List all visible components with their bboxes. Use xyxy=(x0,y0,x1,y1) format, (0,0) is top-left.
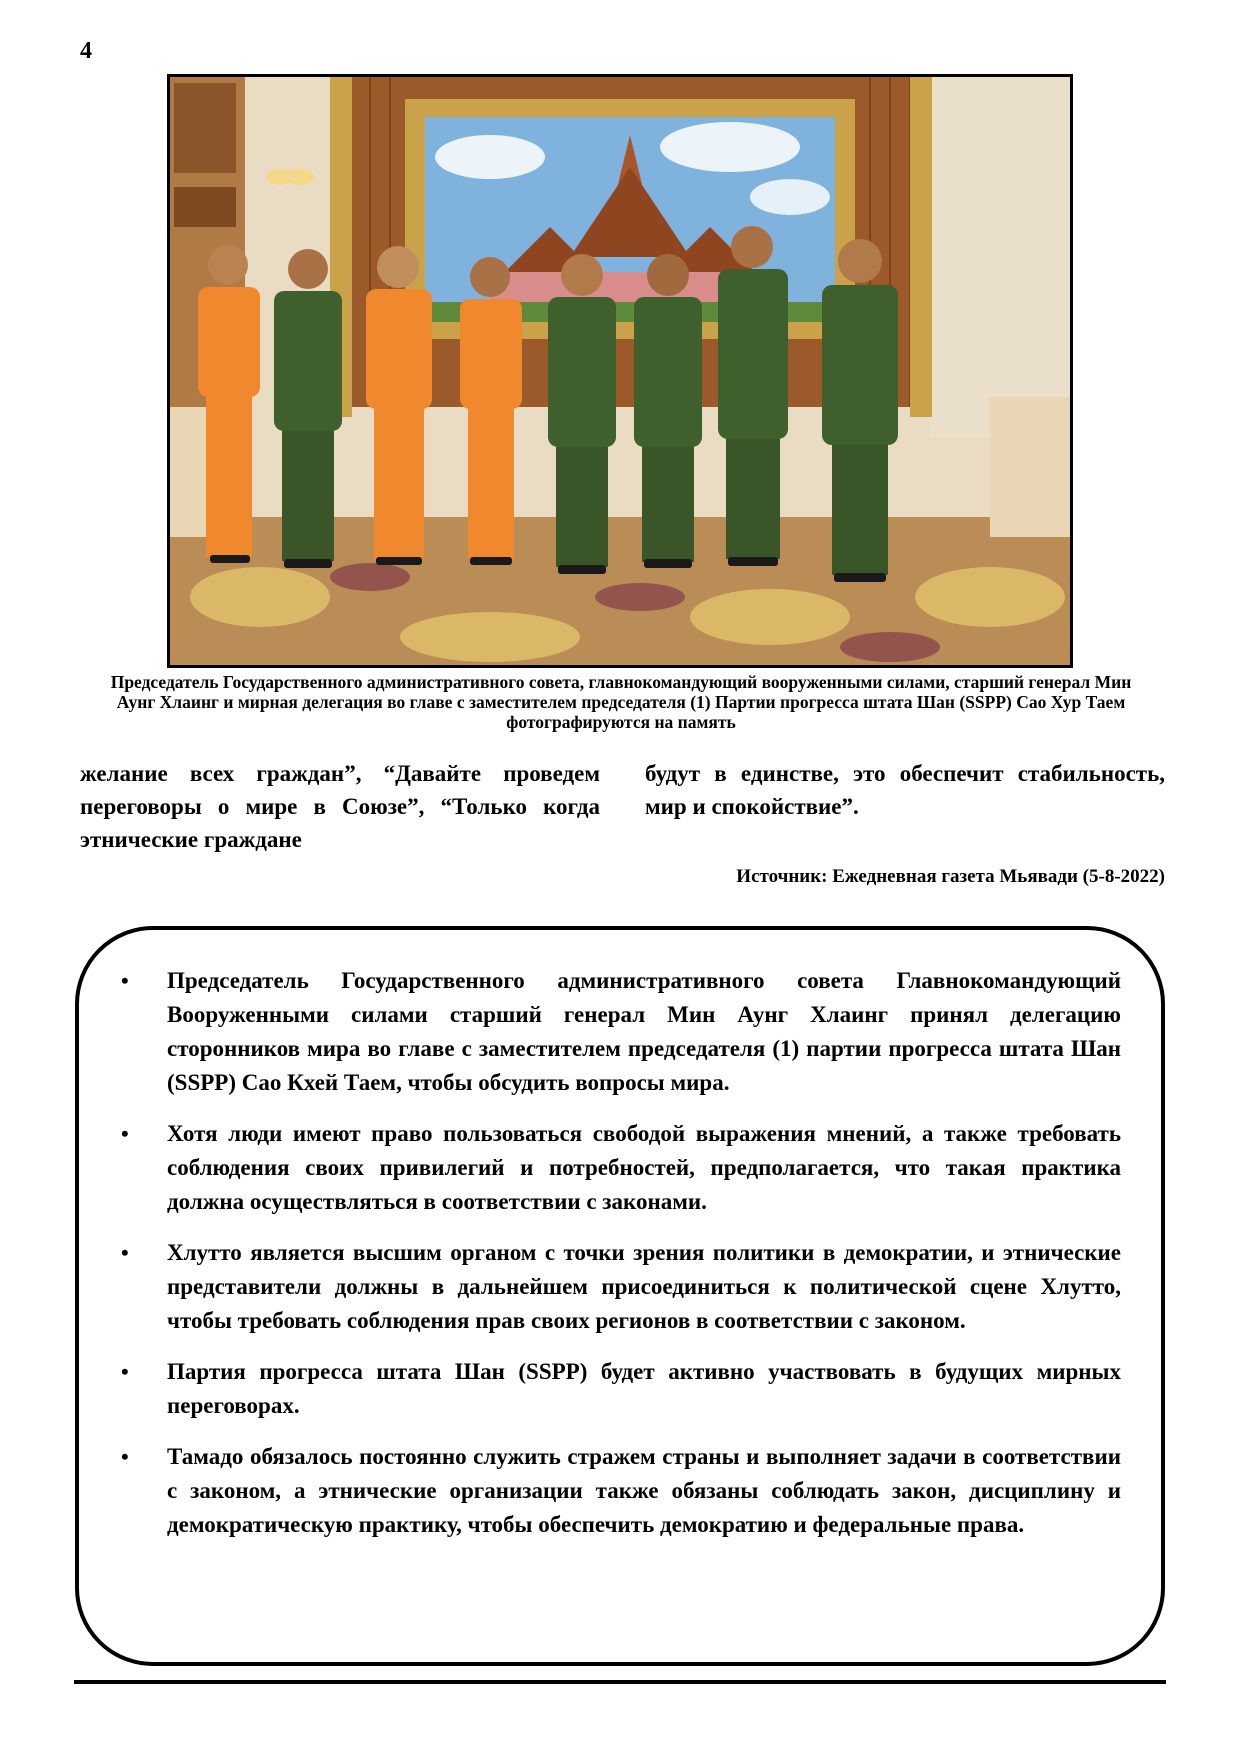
article-paragraph: будут в единстве, это обеспечит стабильность, мир и спокойствие”. xyxy=(645,761,1165,819)
group-photo xyxy=(167,74,1073,668)
page-number: 4 xyxy=(80,38,92,64)
bullet-icon: • xyxy=(121,1240,129,1265)
summary-list xyxy=(107,964,1121,1542)
article-column-right xyxy=(645,757,1165,856)
photo-caption: Председатель Государственного административного совета, главнокомандующий вооруженными силами, старший генерал Мин Аунг Хлаинг и мирная делегация во главе с заместителем председателя (1) Партии прогресса штата Шан (SSPP) Сао Хур Таем фотографируются на память xyxy=(110,672,1132,732)
summary-item xyxy=(107,1355,1121,1423)
article-text xyxy=(80,757,1165,856)
summary-item-text: Председатель Государственного административного совета Главнокомандующий Вооруженными силами старший генерал Мин Аунг Хлаинг принял делегацию сторонников мира во главе с заместителем председателя (1) партии прогресса штата Шан (SSPP) Сао Кхей Таем, чтобы обсудить вопросы мира. xyxy=(167,968,1121,1095)
source-citation: Источник: Ежедневная газета Мьявади (5-8-2022) xyxy=(736,866,1165,887)
bullet-icon: • xyxy=(121,1121,129,1146)
article-column-left xyxy=(80,757,600,856)
summary-box xyxy=(75,926,1165,1666)
bullet-icon: • xyxy=(121,1359,129,1384)
summary-item xyxy=(107,964,1121,1100)
summary-item-text: Партия прогресса штата Шан (SSPP) будет активно участвовать в будущих мирных переговорах. xyxy=(167,1359,1121,1418)
summary-item-text: Тамадо обязалось постоянно служить стражем страны и выполняет задачи в соответствии с законом, а этнические организации также обязаны соблюдать закон, дисциплину и демократическую практику, чтобы обеспечить демократию и федеральные права. xyxy=(167,1444,1121,1537)
summary-item-text: Хлутто является высшим органом с точки зрения политики в демократии, и этнические представители должны в дальнейшем присоединиться к политической сцене Хлутто, чтобы требовать соблюдения прав своих регионов в соответствии с законом. xyxy=(167,1240,1121,1333)
summary-item-text: Хотя люди имеют право пользоваться свободой выражения мнений, а также требовать соблюдения своих привилегий и потребностей, предполагается, что такая практика должна осуществляться в соответствии с законами. xyxy=(167,1121,1121,1214)
page-bottom-rule xyxy=(74,1680,1166,1684)
summary-item xyxy=(107,1236,1121,1338)
bullet-icon: • xyxy=(121,968,129,993)
summary-item xyxy=(107,1117,1121,1219)
bullet-icon: • xyxy=(121,1444,129,1469)
article-paragraph: желание всех граждан”, “Давайте проведем переговоры о мире в Союзе”, “Только когда этнические граждане xyxy=(80,761,600,852)
summary-item xyxy=(107,1440,1121,1542)
